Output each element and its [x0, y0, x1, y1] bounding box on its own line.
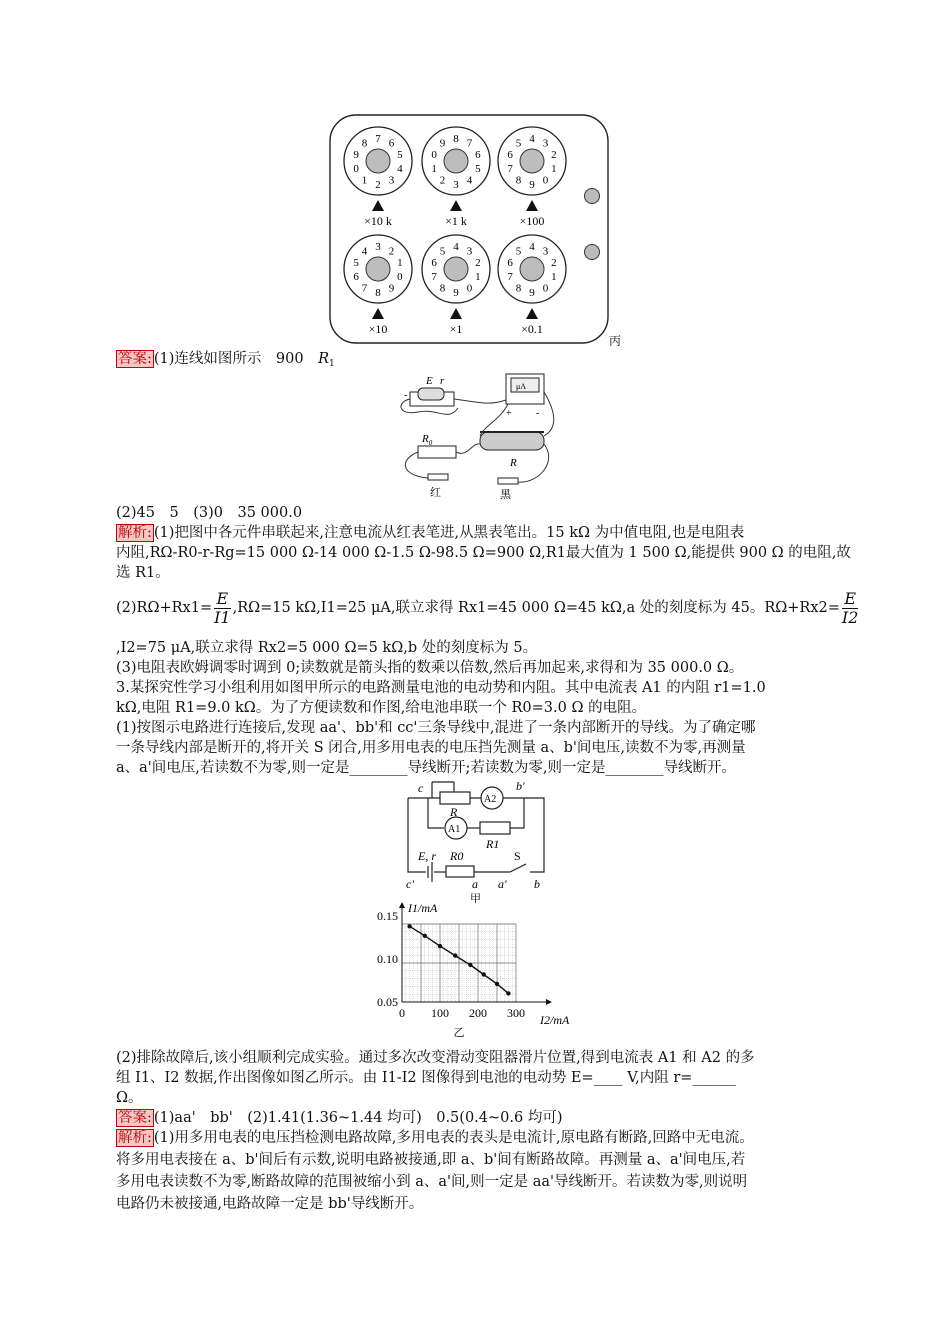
y-tick-label: 0.10	[377, 952, 398, 966]
dial-multiplier: ×100	[519, 214, 545, 228]
fraction-denominator: I1	[214, 607, 231, 627]
dial-digit: 5	[475, 163, 481, 176]
dial-digit: 9	[388, 282, 395, 295]
data-point	[495, 982, 499, 986]
dial-digit: 8	[515, 282, 522, 295]
analysis-3-line-4: 电路仍未被接通,电路故障一定是 bb'导线断开。	[116, 1196, 424, 1212]
analysis-1-line-1	[116, 523, 744, 543]
battery-cell	[418, 388, 444, 400]
circuit-label-c: c	[418, 781, 424, 795]
meter-plus-label: +	[506, 408, 512, 419]
dial-digit: 0	[542, 282, 549, 295]
circuit-label-s: S	[514, 849, 521, 863]
question-3-line-5: a、a'间电压,若读数不为零,则一定是________导线断开;若读数为零,则一定是________导线断开。	[116, 760, 736, 776]
dial-digit: 5	[397, 148, 403, 161]
circuit-label-er: E, r	[418, 849, 436, 863]
analysis-tag: 解析:	[118, 525, 152, 541]
dial-digit: 3	[542, 245, 549, 258]
circuit-label-r: R	[450, 805, 458, 819]
circuit-figure	[398, 776, 558, 906]
circuit-label-a-prime: a'	[498, 877, 507, 891]
y-tick-label: 0.15	[377, 909, 398, 923]
dial-digit: 8	[375, 287, 381, 299]
question-3-line-1: 3.某探究性学习小组利用如图甲所示的电路测量电池的电动势和内阻。其中电流表 A1 的内阻 r1=1.0	[116, 680, 766, 696]
dial-digit: 3	[453, 179, 459, 191]
figure-bing-caption: 丙	[609, 334, 622, 348]
y-tick-label: 0.05	[377, 995, 398, 1009]
dial-multiplier: ×1	[449, 322, 463, 336]
dial-digit: 2	[439, 174, 446, 187]
circuit-caption: 甲	[470, 893, 481, 905]
answer-1-r: R	[318, 351, 330, 367]
x-axis-label: I2/mA	[540, 1013, 570, 1027]
dial-digit: 3	[466, 245, 473, 258]
circuit-label-r0: R0	[450, 849, 464, 863]
x-tick-label: 200	[469, 1006, 487, 1020]
dial-digit: 0	[397, 271, 403, 284]
dial-knob	[444, 257, 468, 281]
chart-caption: 乙	[453, 1027, 465, 1039]
dial-digit: 2	[551, 256, 557, 269]
answer-3-line	[116, 1108, 562, 1128]
question-3-part2-line-2: 组 I1、I2 数据,作出图像如图乙所示。由 I1-I2 图像得到电池的电动势 E=____ V,内阻 r=______	[116, 1070, 736, 1086]
data-point	[438, 944, 442, 948]
dial-digit: 3	[375, 241, 381, 253]
dial-digit: 2	[388, 245, 395, 258]
dial-digit: 9	[453, 287, 459, 299]
dial-digit: 4	[397, 163, 403, 176]
fraction-e-over-i1	[214, 590, 231, 627]
fraction-numerator-2: E	[842, 590, 859, 609]
fraction-e-over-i2	[842, 590, 859, 627]
dial-digit: 4	[453, 241, 459, 253]
dial-digit: 1	[551, 163, 557, 176]
y-axis-arrow	[399, 902, 405, 908]
analysis-3-text-1: (1)用多用电表的电压挡检测电路故障,多用电表的表头是电流计,原电路有断路,回路中无电流。	[153, 1130, 754, 1146]
x-tick-label: 100	[431, 1006, 449, 1020]
circuit-r0	[446, 866, 474, 877]
circuit-label-b: b	[534, 877, 540, 891]
dial-digit: 0	[431, 148, 437, 161]
meter-minus-label: -	[536, 408, 540, 419]
analysis-3-line-1	[116, 1128, 754, 1148]
data-point	[453, 953, 457, 957]
dial-digit: 7	[507, 163, 513, 176]
dial-multiplier: ×10	[368, 322, 388, 336]
x-tick-label: 300	[507, 1006, 525, 1020]
dial-multiplier: ×1 k	[445, 214, 467, 228]
x-axis-arrow	[546, 999, 552, 1005]
dial-digit: 1	[551, 271, 557, 284]
dial-digit: 7	[431, 271, 437, 284]
circuit-r1	[480, 822, 510, 834]
r0-resistor	[418, 446, 456, 458]
circuit-label-b-prime: b'	[516, 779, 525, 793]
dial-digit: 7	[361, 282, 368, 295]
dial-digit: 6	[353, 271, 359, 284]
terminal-knob-top	[585, 189, 600, 204]
dial-digit: 7	[466, 137, 473, 150]
answer-1-r-sub: 1	[329, 359, 335, 369]
question-3-part2-line-3: Ω。	[116, 1090, 143, 1106]
data-point	[423, 934, 427, 938]
analysis-1-line-2: 内阻,RΩ-R0-r-Rg=15 000 Ω-14 000 Ω-1.5 Ω-98.5 Ω=900 Ω,R1最大值为 1 500 Ω,能提供 900 Ω 的电阻,故	[116, 545, 851, 561]
analysis-1-line-5: ,I2=75 μA,联立求得 Rx2=5 000 Ω=5 kΩ,b 处的刻度标为 5。	[116, 640, 538, 656]
analysis-1-eq-a: (2)RΩ+Rx1=	[116, 600, 213, 616]
x-tick-label: 0	[399, 1006, 405, 1020]
answer-1-line-2: (2)45 5 (3)0 35 000.0	[116, 505, 303, 521]
dial-digit: 1	[475, 271, 481, 284]
dial-digit: 2	[375, 179, 381, 191]
dial-knob	[444, 149, 468, 173]
dial-digit: 6	[507, 256, 513, 269]
dial-digit: 3	[388, 174, 395, 187]
dial-knob	[366, 257, 390, 281]
analysis-1-text-1: (1)把图中各元件串联起来,注意电流从红表笔进,从黑表笔出。15 kΩ 为中值电阻,也是电阻表	[153, 525, 745, 541]
answer-3-text: (1)aa' bb' (2)1.41(1.36~1.44 均可) 0.5(0.4~0.6 均可)	[153, 1110, 563, 1126]
resistance-box-figure	[328, 112, 628, 348]
dial-digit: 0	[466, 282, 473, 295]
dial-digit: 5	[439, 245, 446, 258]
y-axis-label: I1/mA	[408, 901, 438, 915]
dial-digit: 9	[439, 137, 446, 150]
data-point	[482, 972, 486, 976]
dial-digit: 5	[353, 256, 359, 269]
dial-digit: 1	[397, 256, 403, 269]
dial-digit: 9	[529, 179, 535, 191]
dial-digit: 4	[529, 241, 535, 253]
rheostat-body	[480, 432, 544, 450]
question-3-line-2: kΩ,电阻 R1=9.0 kΩ。为了方便读数和作图,给电池串联一个 R0=3.0 Ω 的电阻。	[116, 700, 647, 716]
battery-e-label: E	[426, 375, 433, 387]
battery-r-label: r	[440, 375, 445, 387]
question-3-part2-line-1: (2)排除故障后,该小组顺利完成实验。通过多次改变滑动变阻器滑片位置,得到电流表 A1 和 A2 的多	[116, 1050, 755, 1066]
dial-multiplier: ×10 k	[364, 214, 392, 228]
red-probe	[428, 474, 448, 480]
circuit-label-a2: A2	[484, 794, 497, 805]
analysis-3-tag: 解析:	[118, 1130, 152, 1146]
analysis-3-line-3: 多用电表读数不为零,断路故障的范围被缩小到 a、a'间,则一定是 aa'导线断开。若读数为零,则说明	[116, 1174, 748, 1190]
circuit-label-c-prime: c'	[406, 877, 414, 891]
dial-digit: 5	[515, 245, 522, 258]
meter-unit-label: μA	[516, 382, 527, 391]
dial-digit: 4	[466, 174, 473, 187]
dial-digit: 8	[453, 133, 459, 145]
circuit-r	[440, 792, 470, 804]
dial-digit: 6	[507, 148, 513, 161]
answer-1-text: (1)连线如图所示 900	[153, 351, 319, 367]
dial-digit: 2	[551, 148, 557, 161]
i1-i2-chart	[366, 900, 586, 1040]
dial-digit: 4	[529, 133, 535, 145]
dial-digit: 1	[361, 174, 368, 187]
r0-label: $R_0$	[422, 433, 433, 447]
analysis-1-line-6: (3)电阻表欧姆调零时调到 0;读数就是箭头指的数乘以倍数,然后再加起来,求得和为 35 000.0 Ω。	[116, 660, 744, 676]
dial-digit: 0	[542, 174, 549, 187]
dial-digit: 5	[515, 137, 522, 150]
dial-digit: 8	[515, 174, 522, 187]
answer-3-tag: 答案:	[118, 1110, 152, 1126]
dial-digit: 3	[542, 137, 549, 150]
black-probe	[498, 478, 518, 484]
dial-digit: 7	[375, 133, 381, 145]
analysis-1-eq-b: ,RΩ=15 kΩ,I1=25 μA,联立求得 Rx1=45 000 Ω=45 kΩ,a 处的刻度标为 45。RΩ+Rx2=	[232, 600, 840, 616]
analysis-3-line-2: 将多用电表接在 a、b'间后有示数,说明电路被接通,即 a、b'间有断路故障。再测量 a、a'间电压,若	[116, 1152, 746, 1168]
question-3-line-3: (1)按图示电路进行连接后,发现 aa'、bb'和 cc'三条导线中,混进了一条内部断开的导线。为了确定哪	[116, 720, 756, 736]
terminal-knob-bottom	[585, 245, 600, 260]
dial-digit: 0	[353, 163, 359, 176]
dial-digit: 7	[507, 271, 513, 284]
fraction-numerator: E	[214, 590, 231, 609]
data-point	[506, 991, 510, 995]
analysis-1-line-3: 选 R1。	[116, 565, 170, 581]
dial-knob	[520, 257, 544, 281]
data-point	[407, 924, 411, 928]
black-probe-label: 黑	[500, 489, 511, 501]
data-point	[468, 963, 472, 967]
answer-tag: 答案:	[118, 351, 152, 367]
circuit-label-a1: A1	[448, 824, 461, 835]
dial-knob	[520, 149, 544, 173]
dial-digit: 8	[361, 137, 368, 150]
red-probe-label: 红	[430, 487, 441, 499]
circuit-label-r1: R1	[486, 837, 500, 851]
rheostat-r-label: R	[510, 457, 517, 469]
dial-multiplier: ×0.1	[521, 322, 543, 336]
analysis-1-line-4	[116, 588, 860, 628]
dial-digit: 6	[431, 256, 437, 269]
dial-digit: 9	[529, 287, 535, 299]
answer-1-line	[116, 349, 335, 374]
dial-digit: 8	[439, 282, 446, 295]
dial-digit: 2	[475, 256, 481, 269]
dial-digit: 6	[388, 137, 395, 150]
battery-minus-label: -	[404, 389, 408, 401]
dial-digit: 9	[353, 148, 359, 161]
wiring-figure	[388, 372, 584, 502]
dial-digit: 6	[475, 148, 481, 161]
dial-knob	[366, 149, 390, 173]
chart-grid	[402, 924, 516, 1002]
dial-digit: 4	[361, 245, 368, 258]
question-3-line-4: 一条导线内部是断开的,将开关 S 闭合,用多用电表的电压挡先测量 a、b'间电压,读数不为零,再测量	[116, 740, 746, 756]
dial-digit: 1	[431, 163, 437, 176]
fraction-denominator-2: I2	[841, 607, 859, 627]
circuit-label-a: a	[472, 877, 478, 891]
